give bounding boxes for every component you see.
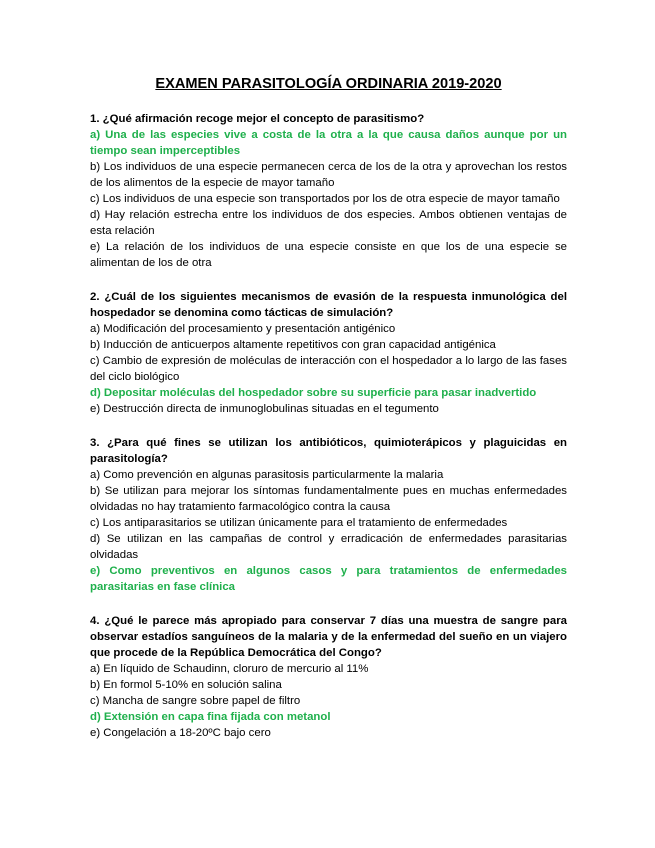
option-d: d) Hay relación estrecha entre los individuos de dos especies. Ambos obtienen ventajas de esta relación <box>90 209 567 237</box>
option-d-correct: d) Extensión en capa fina fijada con metanol <box>90 711 331 723</box>
option-a: a) En líquido de Schaudinn, cloruro de mercurio al 11% <box>90 663 369 675</box>
question-text: 4. ¿Qué le parece más apropiado para conservar 7 días una muestra de sangre para observar estadíos sanguíneos de la malaria y de la enfermedad del sueño en un viajero que procede de la República Democrática del Congo? <box>90 615 567 659</box>
option-b: b) Los individuos de una especie permanecen cerca de los de la otra y aprovechan los restos de los alimentos de la especie de mayor tamaño <box>90 161 567 189</box>
option-c: c) Cambio de expresión de moléculas de interacción con el hospedador a lo largo de las fases del ciclo biológico <box>90 355 567 383</box>
option-e: e) La relación de los individuos de una especie consiste en que los de una especie se alimentan de los de otra <box>90 241 567 269</box>
option-b: b) Inducción de anticuerpos altamente repetitivos con gran capacidad antigénica <box>90 339 496 351</box>
option-c: c) Los individuos de una especie son transportados por los de otra especie de mayor tamaño <box>90 193 560 205</box>
exam-title: EXAMEN PARASITOLOGÍA ORDINARIA 2019-2020 <box>155 76 502 92</box>
option-a-correct: a) Una de las especies vive a costa de la otra a la que causa daños aunque por un tiempo sean imperceptibles <box>90 129 567 157</box>
question-2 <box>90 289 567 417</box>
options-list <box>90 321 567 417</box>
options-list <box>90 467 567 595</box>
option-b: b) Se utilizan para mejorar los síntomas fundamentalmente pues en muchas enfermedades olvidadas no hay tratamiento farmacológico contra la causa <box>90 485 567 513</box>
option-a: a) Como prevención en algunas parasitosis particularmente la malaria <box>90 469 444 481</box>
question-4 <box>90 613 567 741</box>
option-c: c) Mancha de sangre sobre papel de filtro <box>90 695 301 707</box>
options-list <box>90 661 567 741</box>
question-1 <box>90 111 567 271</box>
question-text: 1. ¿Qué afirmación recoge mejor el concepto de parasitismo? <box>90 113 425 125</box>
option-a: a) Modificación del procesamiento y presentación antigénico <box>90 323 396 335</box>
option-e-correct: e) Como preventivos en algunos casos y para tratamientos de enfermedades parasitarias en fase clínica <box>90 565 567 593</box>
question-text: 3. ¿Para qué fines se utilizan los antibióticos, quimioterápicos y plaguicidas en parasitología? <box>90 437 567 465</box>
question-3 <box>90 435 567 595</box>
option-d-correct: d) Depositar moléculas del hospedador sobre su superficie para pasar inadvertido <box>90 387 537 399</box>
question-text: 2. ¿Cuál de los siguientes mecanismos de evasión de la respuesta inmunológica del hospedador se denomina como tácticas de simulación? <box>90 291 567 319</box>
option-d: d) Se utilizan en las campañas de control y erradicación de enfermedades parasitarias olvidadas <box>90 533 567 561</box>
option-c: c) Los antiparasitarios se utilizan únicamente para el tratamiento de enfermedades <box>90 517 508 529</box>
options-list <box>90 127 567 271</box>
option-e: e) Congelación a 18-20ºC bajo cero <box>90 727 271 739</box>
option-e: e) Destrucción directa de inmunoglobulinas situadas en el tegumento <box>90 403 439 415</box>
option-b: b) En formol 5-10% en solución salina <box>90 679 282 691</box>
